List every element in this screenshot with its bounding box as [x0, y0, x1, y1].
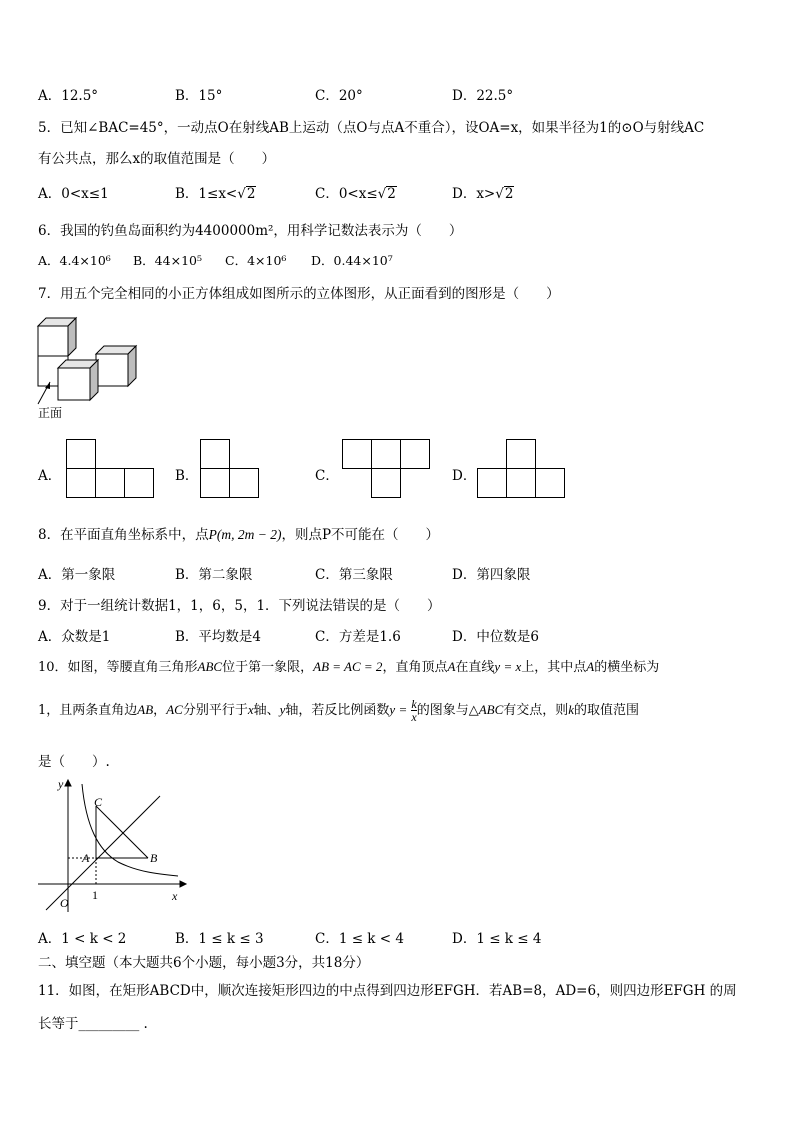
q6-option-d: D．0.44×10⁷ — [311, 253, 393, 268]
q8-option-c: C．第三象限 — [315, 567, 393, 583]
q6-option-b: B．44×10⁵ — [133, 253, 202, 268]
q11-stem-line2: 长等于_________ . — [38, 1016, 148, 1032]
q5-option-d: D．x>√2 — [452, 186, 514, 202]
q4-option-a: A．12.5° — [38, 88, 99, 104]
q10-stem-line3: 是（ ）. — [38, 754, 110, 770]
q7-option-d-label: D． — [452, 468, 477, 484]
q7-option-a-label: A． — [38, 468, 62, 484]
q9-option-c: C．方差是1.6 — [315, 629, 401, 645]
q7-stem: 7．用五个完全相同的小正方体组成如图所示的立体图形，从正面看到的图形是（ ） — [38, 286, 560, 302]
q5-option-c: C．0<x≤√2 — [315, 186, 396, 202]
q10-fraction: $\frac{k}{x}$ — [411, 697, 417, 724]
q9-option-a: A．众数是1 — [38, 629, 111, 645]
q4-option-c: C．20° — [315, 88, 363, 104]
q7-option-b-label: B． — [175, 468, 199, 484]
q8-point: P(m, 2m − 2) — [208, 527, 282, 542]
q10-stem-line1: 10．如图，等腰直角三角形ABC位于第一象限，AB = AC = 2，直角顶点A在直线y = x上，其中点A的横坐标为 — [38, 659, 660, 675]
q5-option-b: B．1≤x<√2 — [175, 186, 256, 202]
q8-option-a: A．第一象限 — [38, 567, 116, 583]
q11-stem-line1: 11．如图，在矩形ABCD中，顺次连接矩形四边的中点得到四边形EFGH．若AB=8，AD=6，则四边形EFGH 的周 — [38, 983, 737, 999]
q10-graph-origin-label: O — [60, 896, 69, 910]
q10-option-b: B．1 ≤ k ≤ 3 — [175, 931, 264, 947]
q6-stem: 6．我国的钓鱼岛面积约为4400000m²，用科学记数法表示为（ ） — [38, 223, 463, 239]
q10-stem-line2: 1，且两条直角边AB，AC分别平行于x轴、y轴，若反比例函数y = $\frac{k}{x}$ 的图象与△ABC有交点，则k的取值范围 — [38, 697, 640, 724]
q10-graph-a-label: A — [82, 851, 90, 865]
q7-front-label: 正面 — [38, 406, 63, 420]
q7-option-c-figure — [342, 439, 434, 501]
q7-option-d-figure — [477, 439, 569, 499]
q10-option-c: C．1 ≤ k < 4 — [315, 931, 404, 947]
q10-option-d: D．1 ≤ k ≤ 4 — [452, 931, 542, 947]
q10-option-a: A．1 < k < 2 — [38, 931, 127, 947]
q7-option-a-figure — [66, 439, 156, 499]
q5-stem-line1: 5．已知∠BAC=45°，一动点O在射线AB上运动（点O与点A不重合），设OA=x，如果半径为1的⊙O与射线AC — [38, 120, 705, 136]
q10-graph — [38, 776, 188, 916]
q10-graph-b-label: B — [150, 851, 158, 865]
q5-option-a: A．0<x≤1 — [38, 186, 109, 202]
q8-stem: 8．在平面直角坐标系中，点P(m, 2m − 2)，则点P不可能在（ ） — [38, 527, 440, 543]
q10-graph-c-label: C — [94, 795, 103, 809]
q10-graph-tick-1: 1 — [92, 888, 98, 902]
q10-graph-y-label: y — [58, 777, 64, 791]
q7-option-c-label: C． — [315, 468, 339, 484]
q4-option-b: B．15° — [175, 88, 223, 104]
q6-option-c: C．4×10⁶ — [225, 253, 287, 268]
q9-stem: 9．对于一组统计数据1，1，6，5，1．下列说法错误的是（ ） — [38, 598, 441, 614]
q6-option-a: A．4.4×10⁶ — [38, 253, 111, 268]
section-2-heading: 二、填空题（本大题共6个小题，每小题3分，共18分） — [38, 955, 370, 971]
q4-option-d: D．22.5° — [452, 88, 514, 104]
q5-stem-line2: 有公共点，那么x的取值范围是（ ） — [38, 151, 276, 167]
q7-option-b-figure — [200, 439, 262, 499]
q8-option-d: D．第四象限 — [452, 567, 531, 583]
q9-option-b: B．平均数是4 — [175, 629, 262, 645]
q10-graph-x-label: x — [172, 889, 178, 903]
q9-option-d: D．中位数是6 — [452, 629, 539, 645]
q8-option-b: B．第二象限 — [175, 567, 253, 583]
